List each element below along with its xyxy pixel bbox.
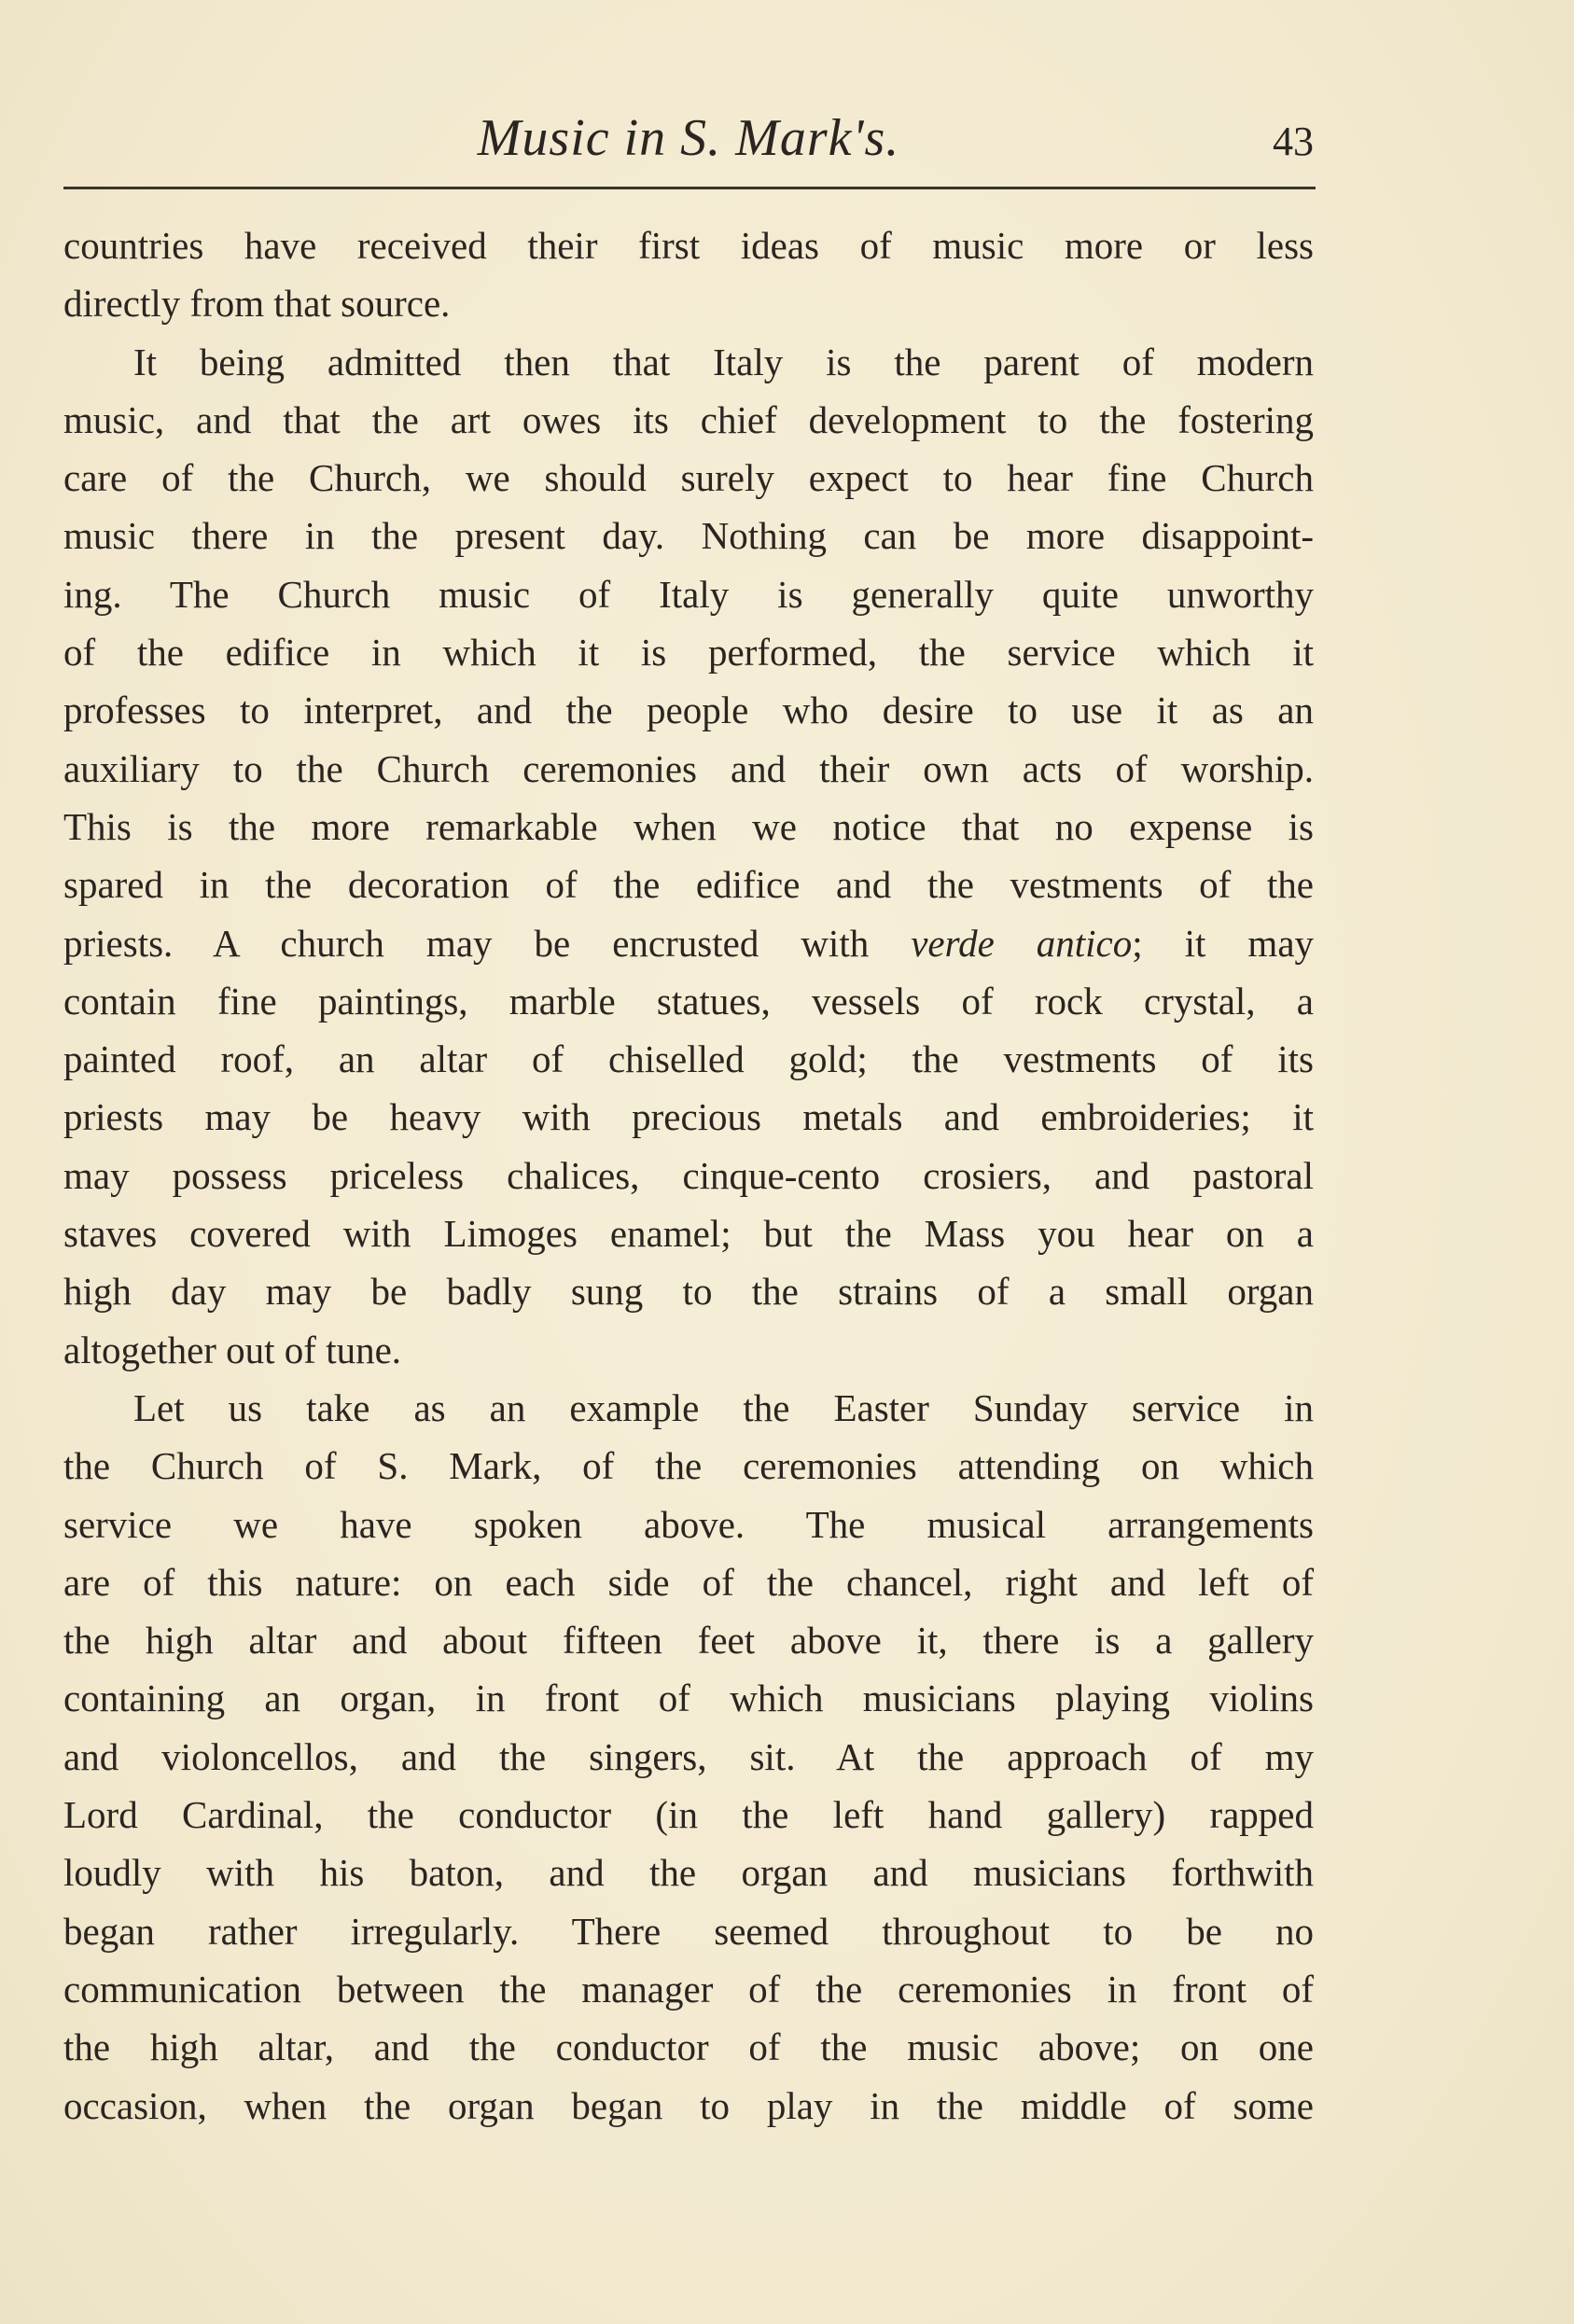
text-line: auxiliary to the Church ceremonies and their own acts of worship. bbox=[63, 746, 1314, 790]
text-line: professes to interpret, and the people who desire to use it as an bbox=[63, 689, 1314, 732]
text-line: the high altar and about fifteen feet above it, there is a gallery bbox=[63, 1619, 1314, 1663]
text-line: loudly with his baton, and the organ and musicians forthwith bbox=[63, 1851, 1314, 1895]
text-line: contain fine paintings, marble statues, vessels of rock crystal, a bbox=[63, 979, 1314, 1023]
text-line: are of this nature: on each side of the chancel, right and left of bbox=[63, 1560, 1314, 1604]
page-number: 43 bbox=[1273, 118, 1314, 164]
text-line-start: priests. A church may be encrusted with bbox=[63, 921, 870, 965]
running-head bbox=[63, 101, 1314, 175]
text-line-end: ; it may bbox=[1132, 921, 1315, 965]
italic-phrase: verde antico bbox=[911, 921, 1133, 965]
text-line: staves covered with Limoges enamel; but the Mass you hear on a bbox=[63, 1212, 1314, 1256]
text-line: communication between the manager of the ceremonies in front of bbox=[63, 1967, 1314, 2011]
text-line: the Church of S. Mark, of the ceremonies attending on which bbox=[63, 1444, 1314, 1488]
text-line: of the edifice in which it is performed, the service which it bbox=[63, 631, 1314, 675]
text-line: may possess priceless chalices, cinque-cento crosiers, and pastoral bbox=[63, 1153, 1314, 1197]
text-line: high day may be badly sung to the strains of a small organ bbox=[63, 1270, 1314, 1314]
text-line: priests may be heavy with precious metals and embroideries; it bbox=[63, 1095, 1314, 1139]
text-line: spared in the decoration of the edifice and the vestments of the bbox=[63, 863, 1314, 907]
text-line: Let us take as an example the Easter Sunday service in bbox=[133, 1385, 1314, 1429]
text-line: Lord Cardinal, the conductor (in the left hand gallery) rapped bbox=[63, 1793, 1314, 1837]
text-line: began rather irregularly. There seemed throughout to be no bbox=[63, 1909, 1314, 1953]
text-line: countries have received their first ideas of music more or less bbox=[63, 224, 1314, 267]
header-rule bbox=[63, 187, 1316, 189]
body-text bbox=[63, 216, 1314, 2135]
text-line: service we have spoken above. The musical arrangements bbox=[63, 1502, 1314, 1546]
text-line: music, and that the art owes its chief development to the fostering bbox=[63, 397, 1314, 441]
text-line: This is the more remarkable when we notice that no expense is bbox=[63, 804, 1314, 848]
text-line: ing. The Church music of Italy is generally quite unworthy bbox=[63, 572, 1314, 616]
text-line: music there in the present day. Nothing can be more disappoint- bbox=[63, 514, 1314, 558]
text-line: the high altar, and the conductor of the music above; on one bbox=[63, 2025, 1314, 2069]
running-title: Music in S. Mark's. bbox=[477, 109, 900, 167]
text-line: care of the Church, we should surely expect to hear fine Church bbox=[63, 456, 1314, 500]
text-line: directly from that source. bbox=[63, 282, 451, 326]
text-line: and violoncellos, and the singers, sit. At the approach of my bbox=[63, 1734, 1314, 1778]
text-line: altogether out of tune. bbox=[63, 1328, 402, 1371]
text-line: painted roof, an altar of chiselled gold; the vestments of its bbox=[63, 1037, 1314, 1081]
text-line: It being admitted then that Italy is the parent of modern bbox=[133, 340, 1314, 383]
text-line: occasion, when the organ began to play in the middle of some bbox=[63, 2083, 1314, 2127]
text-line: containing an organ, in front of which musicians playing violins bbox=[63, 1677, 1314, 1720]
text-line bbox=[63, 914, 1314, 972]
